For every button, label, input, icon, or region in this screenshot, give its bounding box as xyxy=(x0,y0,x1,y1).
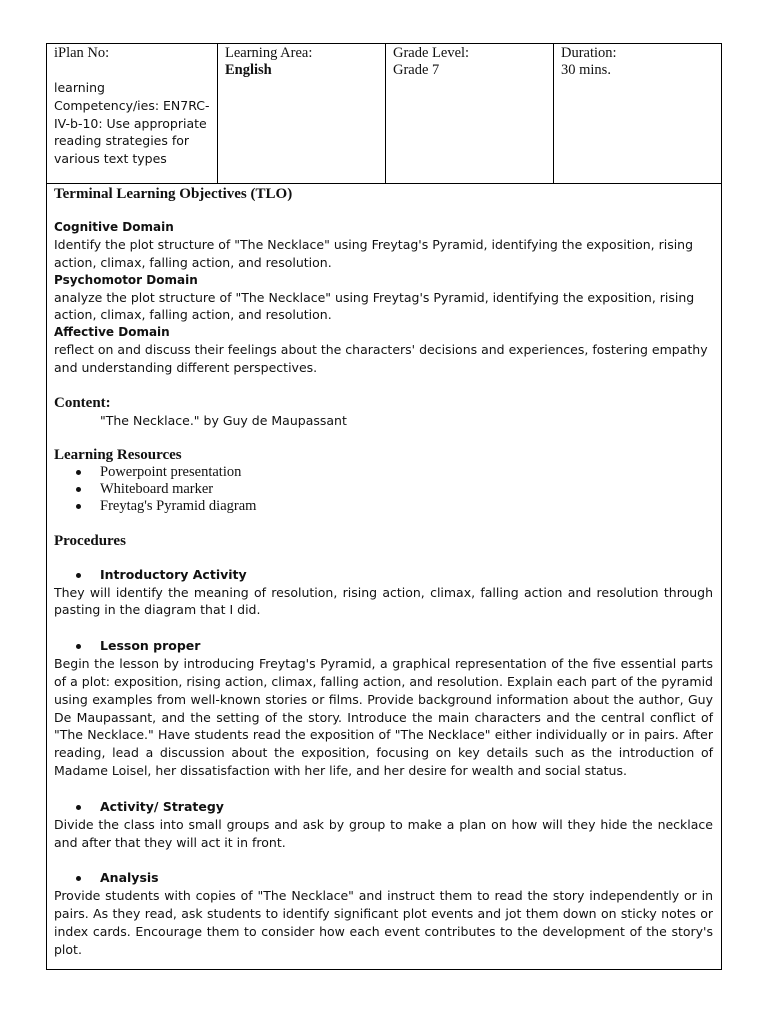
competency-block xyxy=(54,79,217,168)
psychomotor-domain-text: analyze the plot structure of "The Necklace" using Freytag's Pyramid, identifying the exposition, rising action, climax, falling action, and resolution. xyxy=(54,289,695,323)
resources-list xyxy=(54,464,713,515)
tlo-domains xyxy=(54,219,713,377)
grade-level-cell xyxy=(386,44,554,183)
bullet-icon xyxy=(76,644,81,649)
affective-domain-title: Affective Domain xyxy=(54,325,170,340)
competency-label: learning xyxy=(54,80,105,95)
content-text: "The Necklace." by Guy de Maupassant xyxy=(100,412,347,428)
procedure-step xyxy=(54,798,713,852)
content-title: Content: xyxy=(54,394,111,411)
learning-area-value: English xyxy=(225,62,272,78)
procedure-text: Provide students with copies of "The Necklace" and instruct them to read the story independently or in pairs. As they read, ask students to identify significant plot events and jot them down on sticky notes or index cards. Encourage them to consider how each event contributes to the development of the story's plot. xyxy=(54,888,713,957)
procedure-heading xyxy=(54,637,713,655)
bullet-icon xyxy=(76,876,81,881)
resources-title: Learning Resources xyxy=(54,446,182,463)
procedure-heading xyxy=(54,869,713,887)
psychomotor-domain-title: Psychomotor Domain xyxy=(54,272,198,287)
tlo-title: Terminal Learning Objectives (TLO) xyxy=(54,186,293,202)
resource-label: Freytag's Pyramid diagram xyxy=(100,497,257,514)
procedure-step xyxy=(54,637,713,780)
procedure-step xyxy=(54,566,713,620)
procedure-step xyxy=(54,869,713,958)
header-row xyxy=(47,44,721,184)
iplan-label: iPlan No: xyxy=(54,45,110,61)
resource-label: Powerpoint presentation xyxy=(100,463,242,480)
bullet-icon xyxy=(76,573,81,578)
procedure-text: They will identify the meaning of resolution, rising action, climax, falling action and resolution through pasting in the diagram that I did. xyxy=(54,584,713,618)
body-cell xyxy=(47,184,721,959)
procedures-title: Procedures xyxy=(54,532,126,549)
learning-area-cell xyxy=(218,44,386,183)
iplan-cell xyxy=(47,44,218,183)
duration-label: Duration: xyxy=(561,45,617,61)
procedure-heading xyxy=(54,566,713,584)
procedure-heading-text: Introductory Activity xyxy=(100,566,247,582)
cognitive-domain-text: Identify the plot structure of "The Necklace" using Freytag's Pyramid, identifying the exposition, rising action, climax, falling action, and resolution. xyxy=(54,237,694,270)
bullet-icon xyxy=(76,470,81,475)
learning-area-label: Learning Area: xyxy=(225,45,313,61)
grade-level-value: Grade 7 xyxy=(393,62,440,78)
bullet-icon xyxy=(76,504,81,509)
bullet-icon xyxy=(76,805,81,810)
procedure-heading-text: Activity/ Strategy xyxy=(100,798,224,814)
procedure-heading-text: Lesson proper xyxy=(100,638,201,654)
procedure-text: Begin the lesson by introducing Freytag's Pyramid, a graphical representation of the five essential parts of a plot: exposition, rising action, climax, falling action, and resolution. Explain each part of the pyramid using examples from well-known stories or films. Provide background information about the author, Guy De Maupassant, and the setting of the story. Introduce the main characters and the central conflict of "The Necklace." Have students read the exposition of "The Necklace" either individually or in pairs. After reading, lead a discussion about the exposition, focusing on key details such as the introduction of Madame Loisel, her dissatisfaction with her life, and her desire for wealth and social status. xyxy=(54,656,713,778)
list-item xyxy=(54,464,713,481)
duration-value: 30 mins. xyxy=(561,62,611,78)
grade-level-label: Grade Level: xyxy=(393,45,470,61)
bullet-icon xyxy=(76,487,81,492)
lesson-plan-document xyxy=(46,43,722,970)
cognitive-domain-title: Cognitive Domain xyxy=(54,220,174,234)
procedure-text: Divide the class into small groups and ask by group to make a plan on how will they hide the necklace and after that they will act it in front. xyxy=(54,816,713,850)
resource-label: Whiteboard marker xyxy=(100,480,214,497)
list-item xyxy=(54,481,713,498)
list-item xyxy=(54,498,713,515)
procedure-heading-text: Analysis xyxy=(100,870,159,886)
duration-cell xyxy=(554,44,721,183)
procedure-heading xyxy=(54,798,713,816)
competency-text: Competency/ies: EN7RC-IV-b-10: Use appropriate reading strategies for various text types xyxy=(54,97,210,167)
affective-domain-text: reflect on and discuss their feelings about the characters' decisions and experiences, fostering empathy and understanding different perspectives. xyxy=(54,342,708,375)
